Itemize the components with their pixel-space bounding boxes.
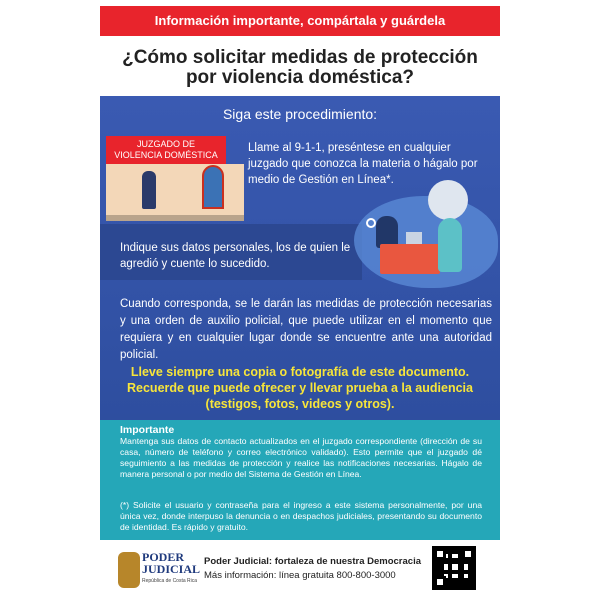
- court-door: [202, 165, 224, 209]
- footer-hotline: Más información: línea gratuita 800-800-3000: [204, 570, 396, 581]
- qr-corner: [462, 548, 474, 560]
- office-illustration: [350, 180, 500, 290]
- top-banner-text: Información importante, compártala y guárdela: [154, 13, 446, 28]
- keep-line-2: Recuerde que puede ofrecer y llevar prueba a la audiencia: [127, 381, 473, 395]
- footer: [100, 542, 500, 598]
- woman-figure: [438, 218, 462, 272]
- lion-emblem-icon: [118, 552, 140, 588]
- important-paragraph-2: (*) Solicite el usuario y contraseña para el ingreso a este sistema personalmente, por una única vez, donde interpuso la denuncia o en despachos judiciales, presentando su documento de identidad. Es rápido y gratuito.: [120, 500, 482, 532]
- court-illustration: [106, 129, 244, 221]
- person-figure: [142, 171, 156, 209]
- footer-motto: Poder Judicial: fortaleza de nuestra Democracia: [204, 556, 421, 567]
- poder-judicial-logo: [118, 550, 200, 594]
- court-sign-line-1: JUZGADO DE: [136, 139, 195, 149]
- step-2-text: Indique sus datos personales, los de quien le agredió y cuente lo sucedido.: [120, 242, 351, 270]
- procedure-panel: [100, 96, 500, 420]
- poster: [100, 0, 500, 600]
- court-base: [106, 215, 244, 221]
- qr-code-icon[interactable]: [432, 546, 476, 590]
- court-sign: [106, 136, 226, 164]
- court-sign-line-2: VIOLENCIA DOMÉSTICA: [114, 150, 218, 160]
- title-line-1: ¿Cómo solicitar medidas de protección: [122, 47, 478, 68]
- important-panel: [100, 420, 500, 540]
- step-1-text: Llame al 9-1-1, preséntese en cualquier juzgado que conozca la materia o hágalo por medio de Gestión en Línea*.: [248, 142, 478, 186]
- keep-line-1: Lleve siempre una copia o fotografía de este documento.: [130, 365, 470, 379]
- clock-icon: [366, 218, 376, 228]
- logo-text-line-1: PODER: [142, 550, 184, 564]
- qr-corner: [434, 548, 446, 560]
- important-paragraph-1: Mantenga sus datos de contacto actualizados en el juzgado correspondiente (dirección de su casa, número de teléfono y correo electrónico validado). Esto permite que el juzgado dé seguimiento a las medidas de protección y realice las notificaciones necesarias. Hágalo de manera personal o por medio del Sistema de Gestión en Línea.: [120, 436, 482, 479]
- keep-copy-notice: [100, 364, 500, 412]
- page-title: [100, 48, 500, 88]
- keep-line-3: (testigos, fotos, videos y otros).: [205, 397, 395, 411]
- laptop-icon: [406, 232, 422, 244]
- important-heading: Importante: [120, 424, 175, 436]
- desk: [380, 244, 440, 274]
- title-line-2: por violencia doméstica?: [185, 67, 415, 88]
- top-banner: [100, 6, 500, 36]
- logo-text-line-3: República de Costa Rica: [142, 578, 198, 584]
- qr-corner: [434, 576, 446, 588]
- step-3-text: Cuando corresponda, se le darán las medidas de protección necesarias y una orden de auxilio policial, que puede utilizar en el momento que requiera y en cualquier lugar donde se encuentre ante una autoridad policial.: [120, 298, 492, 361]
- procedure-subtitle: Siga este procedimiento:: [222, 106, 378, 122]
- thought-bubble: [428, 180, 468, 220]
- logo-text-line-2: JUDICIAL: [142, 562, 201, 576]
